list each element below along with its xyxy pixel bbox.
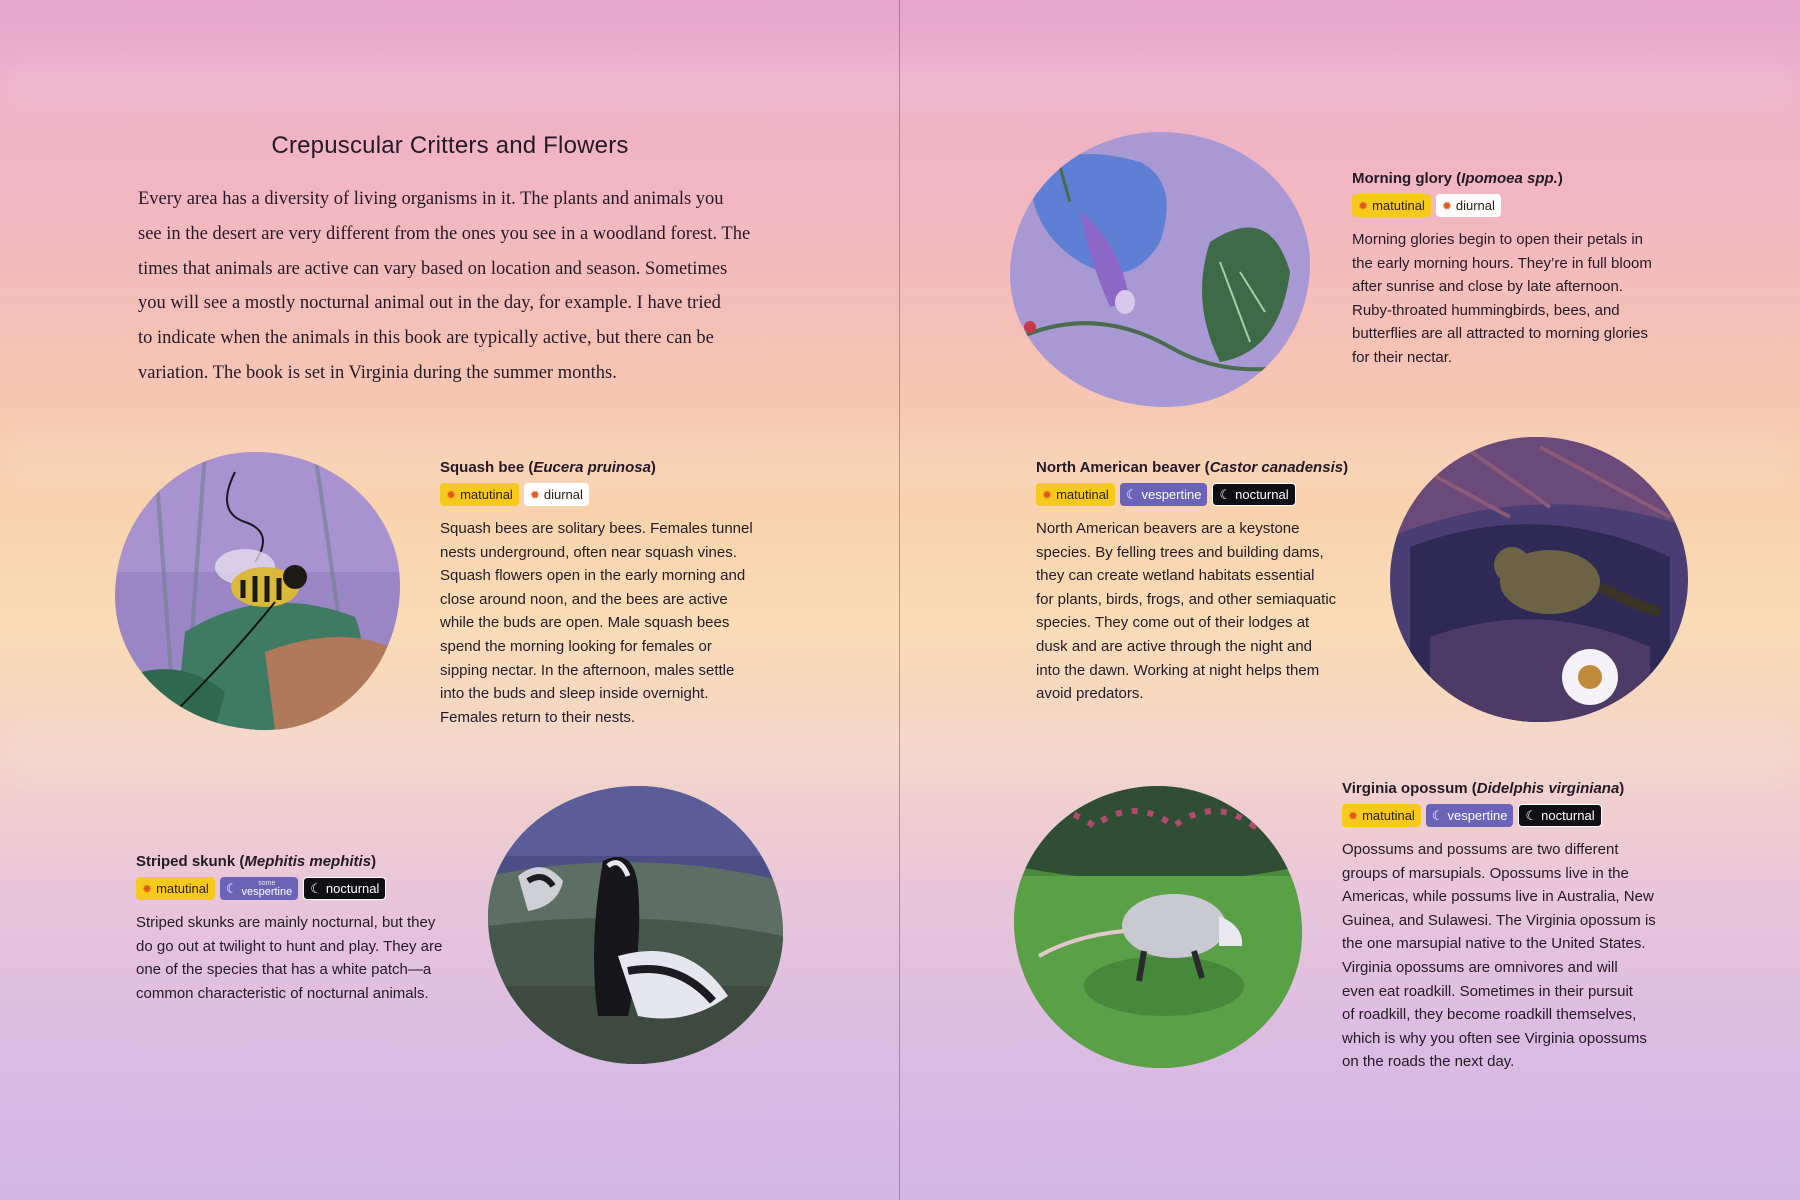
- entry-body: Opossums and possums are two different groups of marsupials. Opossums live in the Americas, while possums live in Australia, New Guinea, and Sulawesi. The Virginia opossum is the one marsupial native to the United States. Virginia opossums are omnivores and will even eat roadkill. Sometimes in their pursuit of roadkill, they become roadkill themselves, which is why you often see Virginia opossums on the roads the next day.: [1342, 841, 1656, 1071]
- page-title: Crepuscular Critters and Flowers: [271, 132, 629, 159]
- activity-badges: [1352, 194, 1682, 218]
- entry-body: North American beavers are a keystone species. By felling trees and building dams, they can create wetland habitats essential for plants, birds, frogs, and other semiaquatic species. They come out of their lodges at dusk and are active through the night and into the dawn. Working at night helps them avoid predators.: [1036, 520, 1337, 703]
- entry-title: Striped skunk (Mephitis mephitis): [136, 853, 377, 870]
- activity-badges: [1342, 804, 1682, 828]
- intro-line: see in the desert are very different from the ones you see in a woodland forest. The: [138, 223, 751, 244]
- entry-virginia-opossum: [1342, 780, 1682, 1074]
- entry-squash-bee: [440, 459, 770, 729]
- activity-badges: [136, 877, 476, 901]
- entry-body: Striped skunks are mainly nocturnal, but they do go out at twilight to hunt and play. They are one of the species that has a white patch—a common characteristic of nocturnal animals.: [136, 914, 443, 1002]
- squash-bee-illustration: [115, 452, 400, 730]
- crescent-moon-icon: ☾: [1219, 487, 1232, 502]
- entry-title: Virginia opossum (Didelphis virginiana): [1342, 780, 1625, 797]
- badge-matutinal: ✹ matutinal: [1036, 483, 1115, 506]
- crescent-moon-icon: ☾: [1431, 808, 1444, 823]
- badge-diurnal: ✹ diurnal: [1436, 194, 1501, 217]
- virginia-opossum-illustration: [1014, 786, 1302, 1068]
- intro-line: variation. The book is set in Virginia during the summer months.: [138, 362, 617, 383]
- entry-body: Squash bees are solitary bees. Females tunnel nests underground, often near squash vines. Squash flowers open in the early morning and close around noon, and the bees are active while the buds are open. Male squash bees spend the morning looking for females or sipping nectar. In the afternoon, males settle into the buds and sleep inside overnight. Females return to their nests.: [440, 520, 753, 726]
- badge-matutinal: ✹ matutinal: [1352, 194, 1431, 217]
- crescent-moon-icon: ☾: [310, 881, 322, 896]
- sun-icon: ✹: [1358, 198, 1369, 213]
- intro-line: times that animals are active can vary based on location and season. Sometimes: [138, 258, 728, 279]
- crescent-moon-icon: ☾: [1525, 808, 1538, 823]
- intro-paragraph: [138, 182, 770, 391]
- crescent-moon-icon: ☾: [225, 881, 238, 896]
- entry-title: Morning glory (Ipomoea spp.): [1352, 170, 1563, 187]
- activity-badges: [1036, 483, 1376, 507]
- crescent-moon-icon: ☾: [1125, 487, 1138, 502]
- entry-body: Morning glories begin to open their petals in the early morning hours. They’re in full bloom after sunrise and close by late afternoon. Ruby-throated hummingbirds, bees, and butterflies are all attracted to morning glories for their nectar.: [1352, 231, 1652, 366]
- badge-some-vespertine: ☾ some vespertine: [220, 877, 298, 900]
- badge-nocturnal: ☾ nocturnal: [1518, 804, 1601, 827]
- page-gutter: [899, 0, 900, 1200]
- entry-title: Squash bee (Eucera pruinosa): [440, 459, 656, 476]
- sun-icon: ✹: [529, 487, 540, 502]
- intro-line: you will see a mostly nocturnal animal out in the day, for example. I have tried: [138, 293, 721, 314]
- intro-line: to indicate when the animals in this book are typically active, but there can be: [138, 328, 714, 349]
- striped-skunk-illustration: [488, 786, 783, 1064]
- badge-matutinal: ✹ matutinal: [136, 877, 215, 900]
- badge-vespertine: ☾ vespertine: [1120, 483, 1208, 506]
- sun-icon: ✹: [1042, 487, 1053, 502]
- sun-icon: ✹: [1441, 198, 1452, 213]
- sun-icon: ✹: [142, 881, 153, 896]
- badge-nocturnal: ☾ nocturnal: [303, 877, 386, 900]
- badge-nocturnal: ☾ nocturnal: [1212, 483, 1295, 506]
- watercolor-wash: [0, 60, 1800, 110]
- badge-vespertine: ☾ vespertine: [1426, 804, 1514, 827]
- badge-diurnal: ✹ diurnal: [524, 483, 589, 506]
- badge-matutinal: ✹ matutinal: [440, 483, 519, 506]
- badge-matutinal: ✹ matutinal: [1342, 804, 1421, 827]
- entry-title: North American beaver (Castor canadensis): [1036, 459, 1349, 476]
- intro-line: Every area has a diversity of living organisms in it. The plants and animals you: [138, 189, 724, 209]
- sun-icon: ✹: [1348, 808, 1359, 823]
- sun-icon: ✹: [446, 487, 457, 502]
- activity-badges: [440, 483, 770, 507]
- entry-striped-skunk: [136, 853, 476, 1005]
- entry-north-american-beaver: [1036, 459, 1376, 706]
- morning-glory-illustration: [1010, 132, 1310, 407]
- north-american-beaver-illustration: [1390, 437, 1688, 722]
- entry-morning-glory: [1352, 170, 1682, 370]
